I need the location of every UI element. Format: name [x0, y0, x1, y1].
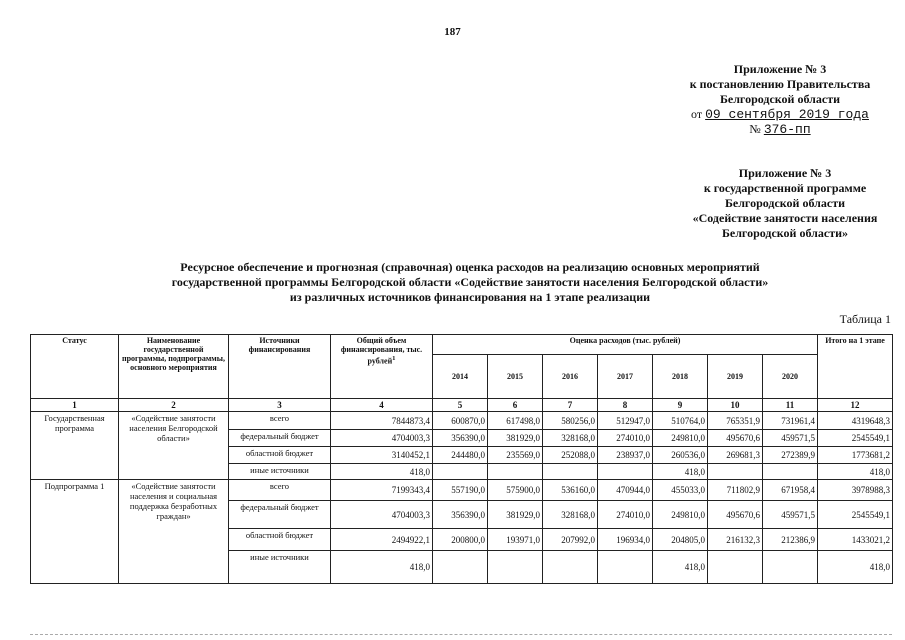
title-line3: из различных источников финансирования на 1 этапе реализации [289, 290, 651, 304]
column-index: 6 [488, 399, 543, 412]
row-year-value: 196934,0 [598, 529, 653, 551]
row-year-value: 600870,0 [433, 412, 488, 430]
row-year-value: 557190,0 [433, 480, 488, 501]
table-row [31, 412, 893, 430]
header-total-footnote: 1 [392, 355, 396, 362]
row-year-value: 731961,4 [763, 412, 818, 430]
row-name: «Содействие занятости населения Белгородской области» [119, 412, 229, 480]
row-source: федеральный бюджет [229, 501, 331, 529]
table-row [31, 480, 893, 501]
row-year-value [708, 551, 763, 584]
row-year-value: 207992,0 [543, 529, 598, 551]
row-year-value: 536160,0 [543, 480, 598, 501]
row-final: 1773681,2 [818, 447, 893, 464]
header-total [331, 335, 433, 399]
row-source: всего [229, 412, 331, 430]
appendix-1-date-line [655, 107, 905, 122]
row-year-value: 238937,0 [598, 447, 653, 464]
row-year-value: 216132,3 [708, 529, 763, 551]
row-year-value: 244480,0 [433, 447, 488, 464]
row-year-value [708, 464, 763, 480]
row-year-value [598, 551, 653, 584]
date-value: 09 сентября 2019 года [705, 107, 869, 122]
row-year-value: 418,0 [653, 551, 708, 584]
row-source: иные источники [229, 464, 331, 480]
row-final: 3978988,3 [818, 480, 893, 501]
row-source: областной бюджет [229, 447, 331, 464]
row-status: Государственная программа [31, 412, 119, 480]
column-index: 7 [543, 399, 598, 412]
table-body [31, 412, 893, 584]
row-total: 418,0 [331, 551, 433, 584]
row-year-value: 459571,5 [763, 501, 818, 529]
row-year-value: 249810,0 [653, 501, 708, 529]
row-year-value: 212386,9 [763, 529, 818, 551]
date-prefix: от [691, 107, 703, 121]
header-year-2018: 2018 [653, 355, 708, 399]
row-year-value [598, 464, 653, 480]
column-index: 2 [119, 399, 229, 412]
column-index: 5 [433, 399, 488, 412]
row-year-value [488, 551, 543, 584]
row-year-value: 418,0 [653, 464, 708, 480]
row-year-value: 455033,0 [653, 480, 708, 501]
row-year-value: 381929,0 [488, 430, 543, 447]
table-label: Таблица 1 [839, 312, 891, 326]
row-year-value: 328168,0 [543, 501, 598, 529]
row-total: 2494922,1 [331, 529, 433, 551]
row-name: «Содействие занятости населения и социальная поддержка безработных граждан» [119, 480, 229, 584]
row-final: 2545549,1 [818, 501, 893, 529]
row-year-value: 328168,0 [543, 430, 598, 447]
row-year-value [433, 464, 488, 480]
row-total: 4704003,3 [331, 430, 433, 447]
row-year-value: 512947,0 [598, 412, 653, 430]
row-final: 418,0 [818, 464, 893, 480]
row-year-value: 193971,0 [488, 529, 543, 551]
column-index: 1 [31, 399, 119, 412]
appendix-2-line2: к государственной программе [703, 181, 867, 195]
document-title [110, 260, 830, 305]
row-total: 4704003,3 [331, 501, 433, 529]
row-year-value [763, 551, 818, 584]
row-final: 418,0 [818, 551, 893, 584]
header-estimate: Оценка расходов (тыс. рублей) [433, 335, 818, 355]
header-sources: Источники финансирования [229, 335, 331, 399]
header-name: Наименование государственной программы, подпрограммы, основного мероприятия [119, 335, 229, 399]
row-year-value: 272389,9 [763, 447, 818, 464]
row-year-value [543, 464, 598, 480]
header-status: Статус [31, 335, 119, 399]
row-final: 2545549,1 [818, 430, 893, 447]
row-final: 1433021,2 [818, 529, 893, 551]
row-year-value: 765351,9 [708, 412, 763, 430]
row-year-value: 252088,0 [543, 447, 598, 464]
page-bottom-edge [30, 634, 892, 635]
row-source: федеральный бюджет [229, 430, 331, 447]
row-total: 7844873,4 [331, 412, 433, 430]
column-index-row [31, 399, 893, 412]
row-year-value: 269681,3 [708, 447, 763, 464]
header-year-2017: 2017 [598, 355, 653, 399]
row-year-value: 510764,0 [653, 412, 708, 430]
title-line2: государственной программы Белгородской области «Содействие занятости населения Белгородской области» [171, 275, 769, 289]
header-year-2015: 2015 [488, 355, 543, 399]
number-value: 376-пп [763, 122, 811, 137]
appendix-1-line1: Приложение № 3 [733, 62, 827, 76]
row-year-value: 381929,0 [488, 501, 543, 529]
row-year-value: 249810,0 [653, 430, 708, 447]
row-year-value: 274010,0 [598, 430, 653, 447]
column-index: 9 [653, 399, 708, 412]
appendix-2-line4: «Содействие занятости населения [692, 211, 878, 225]
row-year-value: 580256,0 [543, 412, 598, 430]
row-year-value: 617498,0 [488, 412, 543, 430]
header-year-2014: 2014 [433, 355, 488, 399]
row-year-value [763, 464, 818, 480]
row-year-value: 235569,0 [488, 447, 543, 464]
column-index: 11 [763, 399, 818, 412]
appendix-program-block [675, 166, 895, 241]
appendix-1-line3: Белгородской области [719, 92, 841, 106]
row-year-value: 200800,0 [433, 529, 488, 551]
row-year-value: 356390,0 [433, 430, 488, 447]
header-year-2016: 2016 [543, 355, 598, 399]
appendix-2-line5: Белгородской области» [721, 226, 849, 240]
row-year-value: 671958,4 [763, 480, 818, 501]
column-index: 10 [708, 399, 763, 412]
row-status: Подпрограмма 1 [31, 480, 119, 584]
number-prefix: № [749, 122, 761, 136]
row-year-value: 495670,6 [708, 501, 763, 529]
header-year-2019: 2019 [708, 355, 763, 399]
header-year-2020: 2020 [763, 355, 818, 399]
row-year-value [488, 464, 543, 480]
row-year-value: 274010,0 [598, 501, 653, 529]
title-line1: Ресурсное обеспечение и прогнозная (справочная) оценка расходов на реализацию основных мероприятий [180, 260, 760, 274]
row-final: 4319648,3 [818, 412, 893, 430]
row-year-value: 260536,0 [653, 447, 708, 464]
row-source: иные источники [229, 551, 331, 584]
row-source: всего [229, 480, 331, 501]
row-total: 3140452,1 [331, 447, 433, 464]
row-year-value: 459571,5 [763, 430, 818, 447]
column-index: 3 [229, 399, 331, 412]
row-year-value: 356390,0 [433, 501, 488, 529]
row-year-value: 575900,0 [488, 480, 543, 501]
appendix-resolution-block [655, 62, 905, 137]
column-index: 8 [598, 399, 653, 412]
appendix-2-line3: Белгородской области [724, 196, 846, 210]
header-final: Итого на 1 этапе [818, 335, 893, 399]
column-index: 4 [331, 399, 433, 412]
row-year-value: 470944,0 [598, 480, 653, 501]
row-year-value: 204805,0 [653, 529, 708, 551]
row-year-value: 711802,9 [708, 480, 763, 501]
row-total: 418,0 [331, 464, 433, 480]
appendix-2-line1: Приложение № 3 [738, 166, 832, 180]
row-source: областной бюджет [229, 529, 331, 551]
row-year-value [543, 551, 598, 584]
appendix-1-line2: к постановлению Правительства [689, 77, 871, 91]
column-index: 12 [818, 399, 893, 412]
row-year-value: 495670,6 [708, 430, 763, 447]
budget-table [30, 334, 893, 584]
appendix-1-number-line [655, 122, 905, 137]
row-total: 7199343,4 [331, 480, 433, 501]
header-total-text: Общий объем финансирования, тыс. рублей [340, 336, 423, 366]
page-number: 187 [444, 26, 461, 38]
row-year-value [433, 551, 488, 584]
